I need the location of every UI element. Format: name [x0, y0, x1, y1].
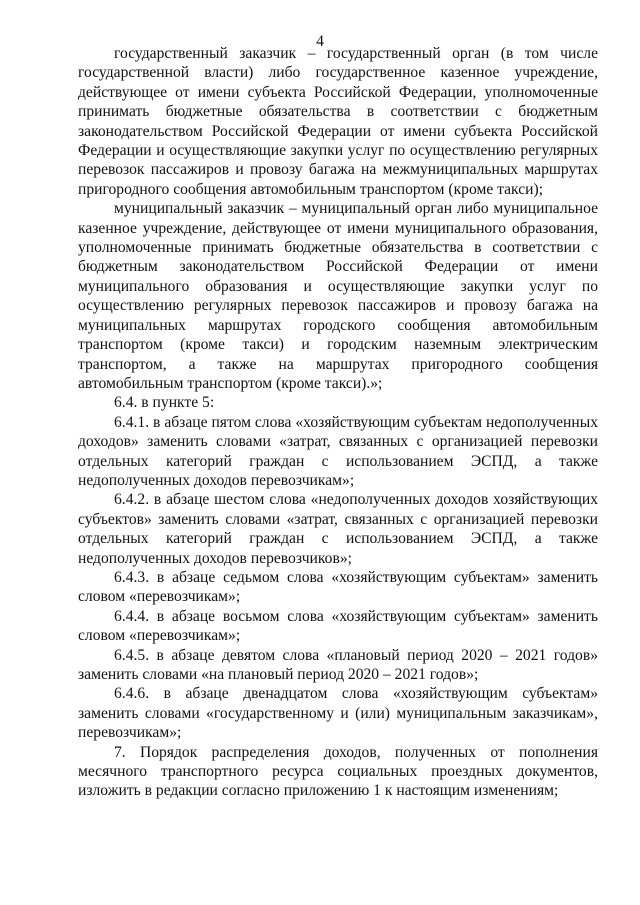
- paragraph-6-4-4: 6.4.4. в абзаце восьмом слова «хозяйствующим субъектам» заменить словом «перевозчикам»;: [78, 607, 598, 645]
- paragraph-6-4-1: 6.4.1. в абзаце пятом слова «хозяйствующим субъектам недополученных доходов» заменить словами «затрат, связанных с организацией перевозки отдельных категорий граждан с использованием ЭСПД, а также недополученных доходов перевозчикам»;: [78, 413, 598, 489]
- paragraph-6-4-3: 6.4.3. в абзаце седьмом слова «хозяйствующим субъектам» заменить словом «перевозчикам»;: [78, 568, 598, 606]
- paragraph-7: 7. Порядок распределения доходов, полученных от пополнения месячного транспортного ресурса социальных проездных документов, изложить в редакции согласно приложению 1 к настоящим изменениям;: [78, 743, 598, 800]
- paragraph-6-4: 6.4. в пункте 5:: [114, 394, 215, 412]
- paragraph-municipal-customer-definition: муниципальный заказчик – муниципальный орган либо муниципальное казенное учреждение, действующее от имени муниципального образования, уполномоченные принимать бюджетные обязательства в соответствии с бюджетным законодательством Российской Федерации от имени муниципального образования и осуществляющие закупки услуг по осуществлению регулярных перевозок пассажиров и провозу багажа на муниципальных маршрутах городского сообщения автомобильным транспортом (кроме такси) и городским наземным электрическим транспортом, а также на маршрутах пригородного сообщения автомобильным транспортом (кроме такси).»;: [78, 200, 598, 392]
- paragraph-6-4-6: 6.4.6. в абзаце двенадцатом слова «хозяйствующим субъектам» заменить словами «государственному и (или) муниципальным заказчикам», перевозчикам»;: [78, 685, 598, 742]
- document-body: [78, 44, 598, 801]
- paragraph-state-customer-definition: государственный заказчик – государственный орган (в том числе государственной власти) либо государственное казенное учреждение, действующее от имени субъекта Российской Федерации, уполномоченные принимать бюджетные обязательства в соответствии с бюджетным законодательством Российской Федерации от имени субъекта Российской Федерации и осуществляющие закупки услуг по осуществлению регулярных перевозок пассажиров и провозу багажа на межмуниципальных маршрутах пригородного сообщения автомобильным транспортом (кроме такси);: [78, 45, 598, 198]
- page-number: 4: [316, 33, 324, 50]
- paragraph-6-4-5: 6.4.5. в абзаце девятом слова «плановый период 2020 – 2021 годов» заменить словами «на плановый период 2020 – 2021 годов»;: [78, 646, 598, 683]
- paragraph-6-4-2: 6.4.2. в абзаце шестом слова «недополученных доходов хозяйствующих субъектов» заменить словами «затрат, связанных с организацией перевозки отдельных категорий граждан с использованием ЭСПД, а также недополученных доходов перевозчиков»;: [78, 491, 598, 567]
